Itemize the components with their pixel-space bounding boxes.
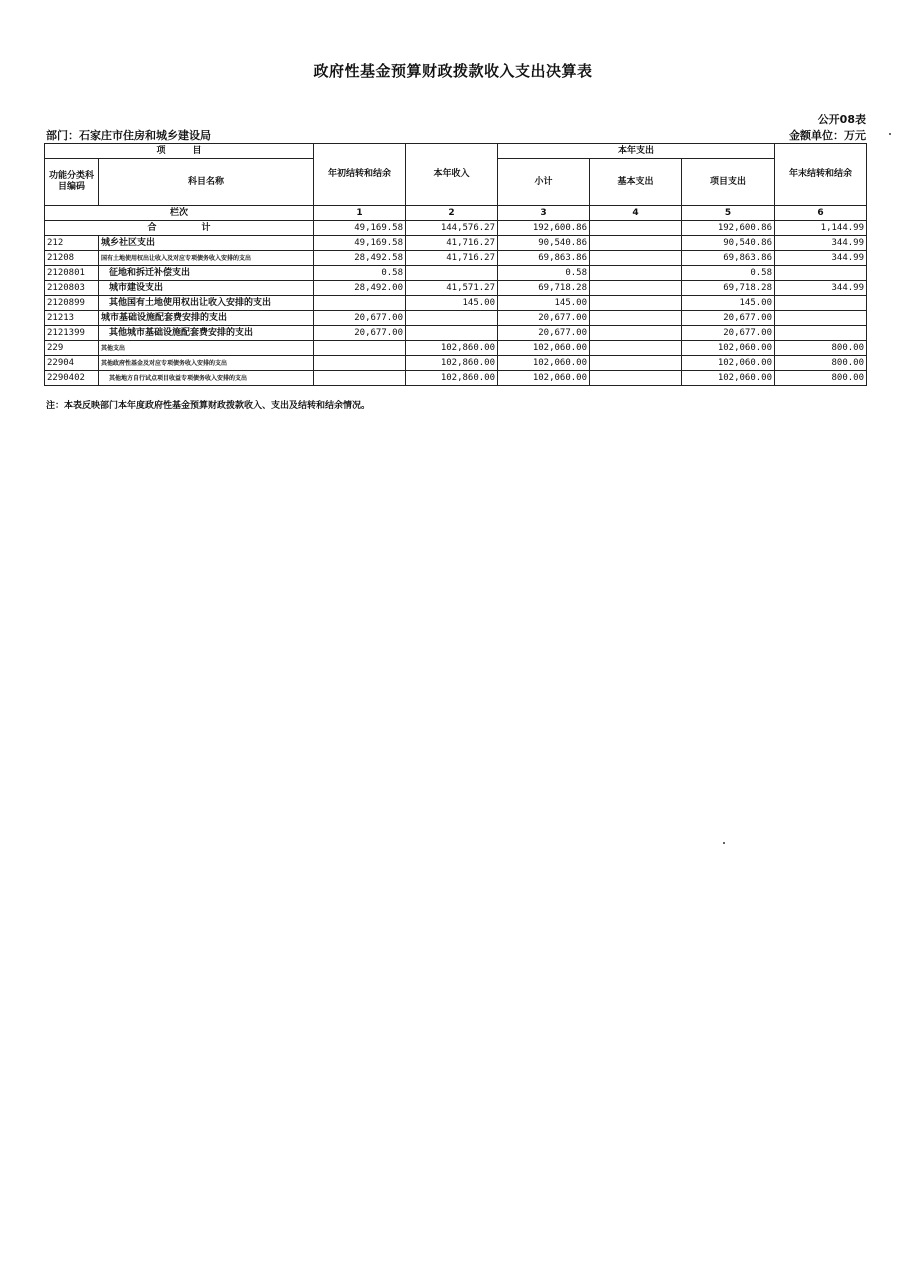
cell-name: 城乡社区支出 [99,236,314,251]
cell-project: 69,863.86 [682,251,775,266]
cell-income [406,266,498,281]
header-name: 科目名称 [99,159,314,206]
scan-speck [889,133,891,135]
col-num: 3 [498,206,590,221]
cell-name: 其他地方自行试点项目收益专项债务收入安排的支出 [99,371,314,386]
cell-name: 国有土地使用权出让收入及对应专项债务收入安排的支出 [99,251,314,266]
cell-name: 其他政府性基金及对应专项债务收入安排的支出 [99,356,314,371]
cell-closing [775,296,867,311]
cell-project: 0.58 [682,266,775,281]
cell-name: 其他城市基础设施配套费安排的支出 [99,326,314,341]
cell-closing [775,326,867,341]
table-row [45,311,867,326]
cell-closing: 344.99 [775,281,867,296]
header-closing: 年末结转和结余 [775,144,867,206]
cell-project: 20,677.00 [682,326,775,341]
cell-basic [590,356,682,371]
cell-closing: 800.00 [775,371,867,386]
fund-budget-table [44,143,867,386]
cell-opening: 20,677.00 [314,311,406,326]
cell-basic [590,281,682,296]
cell-basic [590,311,682,326]
cell-income: 102,860.00 [406,371,498,386]
table-row [45,236,867,251]
cell-code: 21213 [45,311,99,326]
header-item: 项 目 [45,144,314,159]
cell-subtotal: 20,677.00 [498,326,590,341]
cell-closing: 344.99 [775,236,867,251]
cell-code: 2290402 [45,371,99,386]
cell-name: 城市基础设施配套费安排的支出 [99,311,314,326]
cell-closing: 800.00 [775,341,867,356]
cell-subtotal: 69,863.86 [498,251,590,266]
cell-basic [590,296,682,311]
cell-code: 212 [45,236,99,251]
header-subtotal: 小计 [498,159,590,206]
cell-name: 其他支出 [99,341,314,356]
cell-opening: 49,169.58 [314,221,406,236]
cell-subtotal: 145.00 [498,296,590,311]
cell-income: 102,860.00 [406,356,498,371]
header-code: 功能分类科目编码 [45,159,99,206]
cell-subtotal: 102,060.00 [498,356,590,371]
cell-project: 90,540.86 [682,236,775,251]
cell-closing [775,266,867,281]
cell-subtotal: 90,540.86 [498,236,590,251]
cell-basic [590,236,682,251]
cell-closing: 800.00 [775,356,867,371]
cell-subtotal: 102,060.00 [498,341,590,356]
cell-project: 192,600.86 [682,221,775,236]
cell-name: 征地和拆迁补偿支出 [99,266,314,281]
cell-subtotal: 0.58 [498,266,590,281]
cell-opening [314,341,406,356]
cell-basic [590,341,682,356]
table-row [45,251,867,266]
header-expenditure: 本年支出 [498,144,775,159]
cell-name: 其他国有土地使用权出让收入安排的支出 [99,296,314,311]
cell-project: 102,060.00 [682,356,775,371]
footnote: 注：本表反映部门本年度政府性基金预算财政拨款收入、支出及结转和结余情况。 [46,401,371,411]
table-row [45,371,867,386]
cell-code: 229 [45,341,99,356]
cell-opening: 0.58 [314,266,406,281]
header-basic: 基本支出 [590,159,682,206]
cell-opening: 49,169.58 [314,236,406,251]
cell-code: 2121399 [45,326,99,341]
cell-opening [314,356,406,371]
cell-income [406,326,498,341]
department-label: 部门：石家庄市住房和城乡建设局 [46,129,211,142]
cell-project: 20,677.00 [682,311,775,326]
scan-speck [723,842,725,844]
table-row [45,341,867,356]
col-num: 6 [775,206,867,221]
cell-opening: 28,492.00 [314,281,406,296]
table-row [45,266,867,281]
cell-opening [314,371,406,386]
table-row [45,356,867,371]
cell-closing: 1,144.99 [775,221,867,236]
cell-opening [314,296,406,311]
cell-income: 102,860.00 [406,341,498,356]
col-num: 5 [682,206,775,221]
total-label: 合 计 [45,221,314,236]
col-num: 4 [590,206,682,221]
cell-basic [590,371,682,386]
cell-basic [590,266,682,281]
header-income: 本年收入 [406,144,498,206]
cell-code: 22904 [45,356,99,371]
form-number: 公开08表 [817,113,866,126]
cell-subtotal: 69,718.28 [498,281,590,296]
cell-code: 2120801 [45,266,99,281]
cell-project: 145.00 [682,296,775,311]
cell-basic [590,221,682,236]
cell-code: 21208 [45,251,99,266]
cell-code: 2120803 [45,281,99,296]
cell-subtotal: 102,060.00 [498,371,590,386]
table-row [45,281,867,296]
page-title: 政府性基金预算财政拨款收入支出决算表 [313,62,593,80]
cell-income: 41,571.27 [406,281,498,296]
amount-unit-label: 金额单位：万元 [789,129,866,142]
total-row [45,221,867,236]
cell-subtotal: 192,600.86 [498,221,590,236]
cell-project: 102,060.00 [682,341,775,356]
cell-closing [775,311,867,326]
cell-subtotal: 20,677.00 [498,311,590,326]
cell-income: 41,716.27 [406,236,498,251]
cell-opening: 28,492.58 [314,251,406,266]
cell-basic [590,326,682,341]
cell-name: 城市建设支出 [99,281,314,296]
cell-income: 145.00 [406,296,498,311]
cell-opening: 20,677.00 [314,326,406,341]
cell-income: 41,716.27 [406,251,498,266]
header-col-label: 栏次 [45,206,314,221]
cell-basic [590,251,682,266]
table-row [45,296,867,311]
col-num: 2 [406,206,498,221]
cell-income [406,311,498,326]
cell-project: 69,718.28 [682,281,775,296]
cell-income: 144,576.27 [406,221,498,236]
col-num: 1 [314,206,406,221]
header-opening: 年初结转和结余 [314,144,406,206]
header-project: 项目支出 [682,159,775,206]
table-row [45,326,867,341]
cell-code: 2120899 [45,296,99,311]
cell-closing: 344.99 [775,251,867,266]
cell-project: 102,060.00 [682,371,775,386]
